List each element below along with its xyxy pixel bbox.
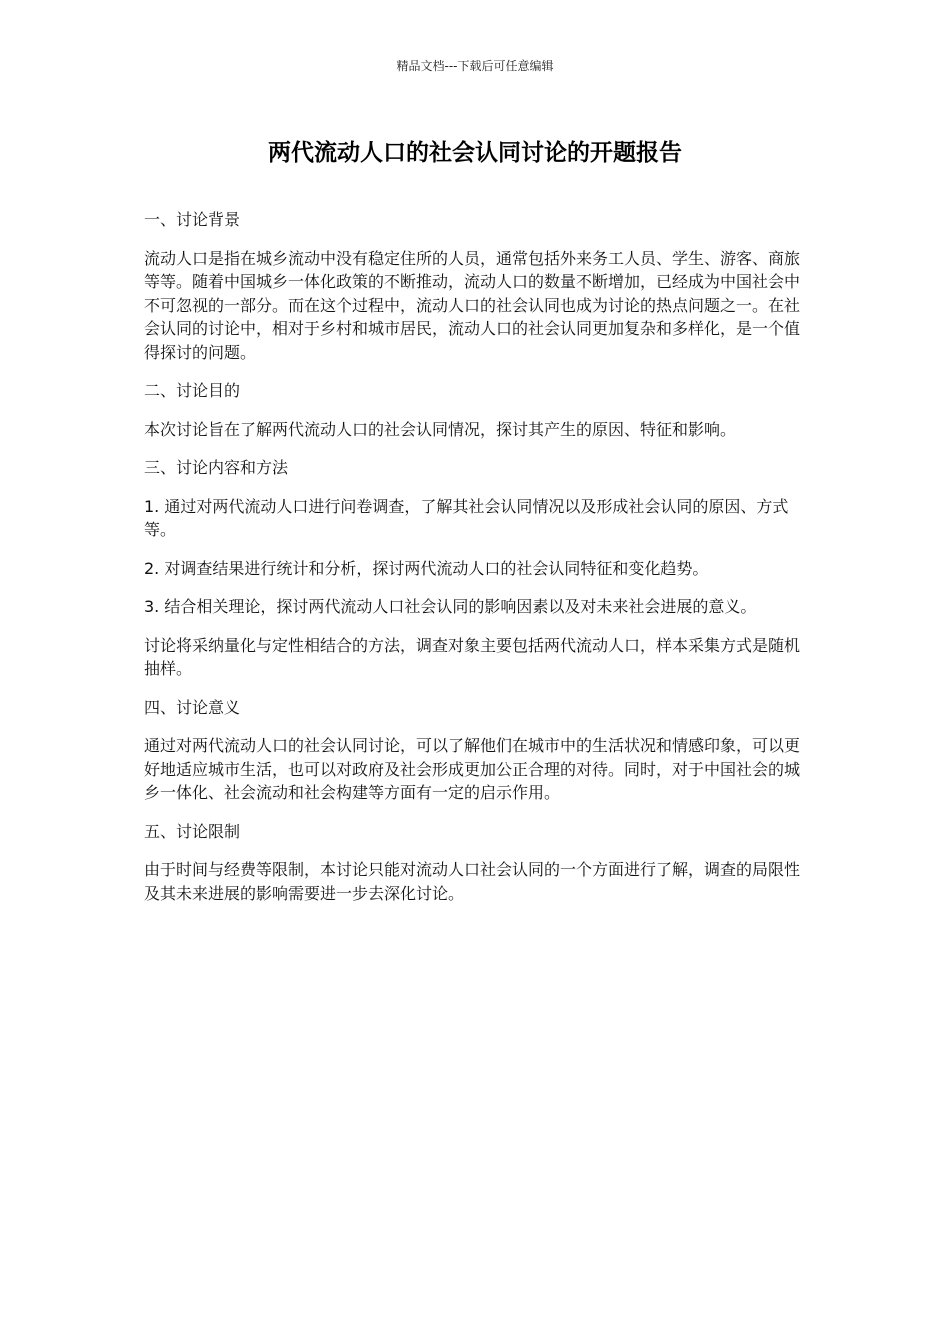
page-header: 精品文档---下载后可任意编辑	[396, 59, 554, 73]
list-item: 2. 对调查结果进行统计和分析，探讨两代流动人口的社会认同特征和变化趋势。	[144, 558, 709, 578]
section-heading-content-methods: 三、讨论内容和方法	[144, 458, 289, 477]
list-item: 3. 结合相关理论，探讨两代流动人口社会认同的影响因素以及对未来社会进展的意义。	[144, 597, 757, 616]
significance-paragraph: 通过对两代流动人口的社会认同讨论，可以了解他们在城市中的生活状况和情感印象，可以更好地适应城市生活，也可以对政府及社会形成更加公正合理的对待。同时，对于中国社会的城乡一体化、社会流动和社会构建等方面有一定的启示作用。	[144, 736, 801, 802]
purpose-paragraph: 本次讨论旨在了解两代流动人口的社会认同情况，探讨其产生的原因、特征和影响。	[144, 419, 737, 439]
document-body	[144, 208, 810, 920]
limitations-paragraph: 由于时间与经费等限制，本讨论只能对流动人口社会认同的一个方面进行了解，调查的局限性及其未来进展的影响需要进一步去深化讨论。	[144, 860, 801, 903]
background-paragraph: 流动人口是指在城乡流动中没有稳定住所的人员，通常包括外来务工人员、学生、游客、商旅等等。随着中国城乡一体化政策的不断推动，流动人口的数量不断增加，已经成为中国社会中不可忽视的一部分。而在这个过程中，流动人口的社会认同也成为讨论的热点问题之一。在社会认同的讨论中，相对于乡村和城市居民，流动人口的社会认同更加复杂和多样化，是一个值得探讨的问题。	[144, 248, 801, 362]
section-heading-background: 一、讨论背景	[144, 210, 241, 229]
list-item: 1. 通过对两代流动人口进行问卷调查，了解其社会认同情况以及形成社会认同的原因、方式等。	[144, 496, 789, 539]
section-heading-significance: 四、讨论意义	[144, 697, 241, 717]
methods-paragraph: 讨论将采纳量化与定性相结合的方法，调查对象主要包括两代流动人口，样本采集方式是随机抽样。	[144, 635, 801, 678]
section-heading-limitations: 五、讨论限制	[144, 821, 241, 841]
document-title: 两代流动人口的社会认同讨论的开题报告	[268, 140, 682, 166]
section-heading-purpose: 二、讨论目的	[144, 381, 241, 400]
